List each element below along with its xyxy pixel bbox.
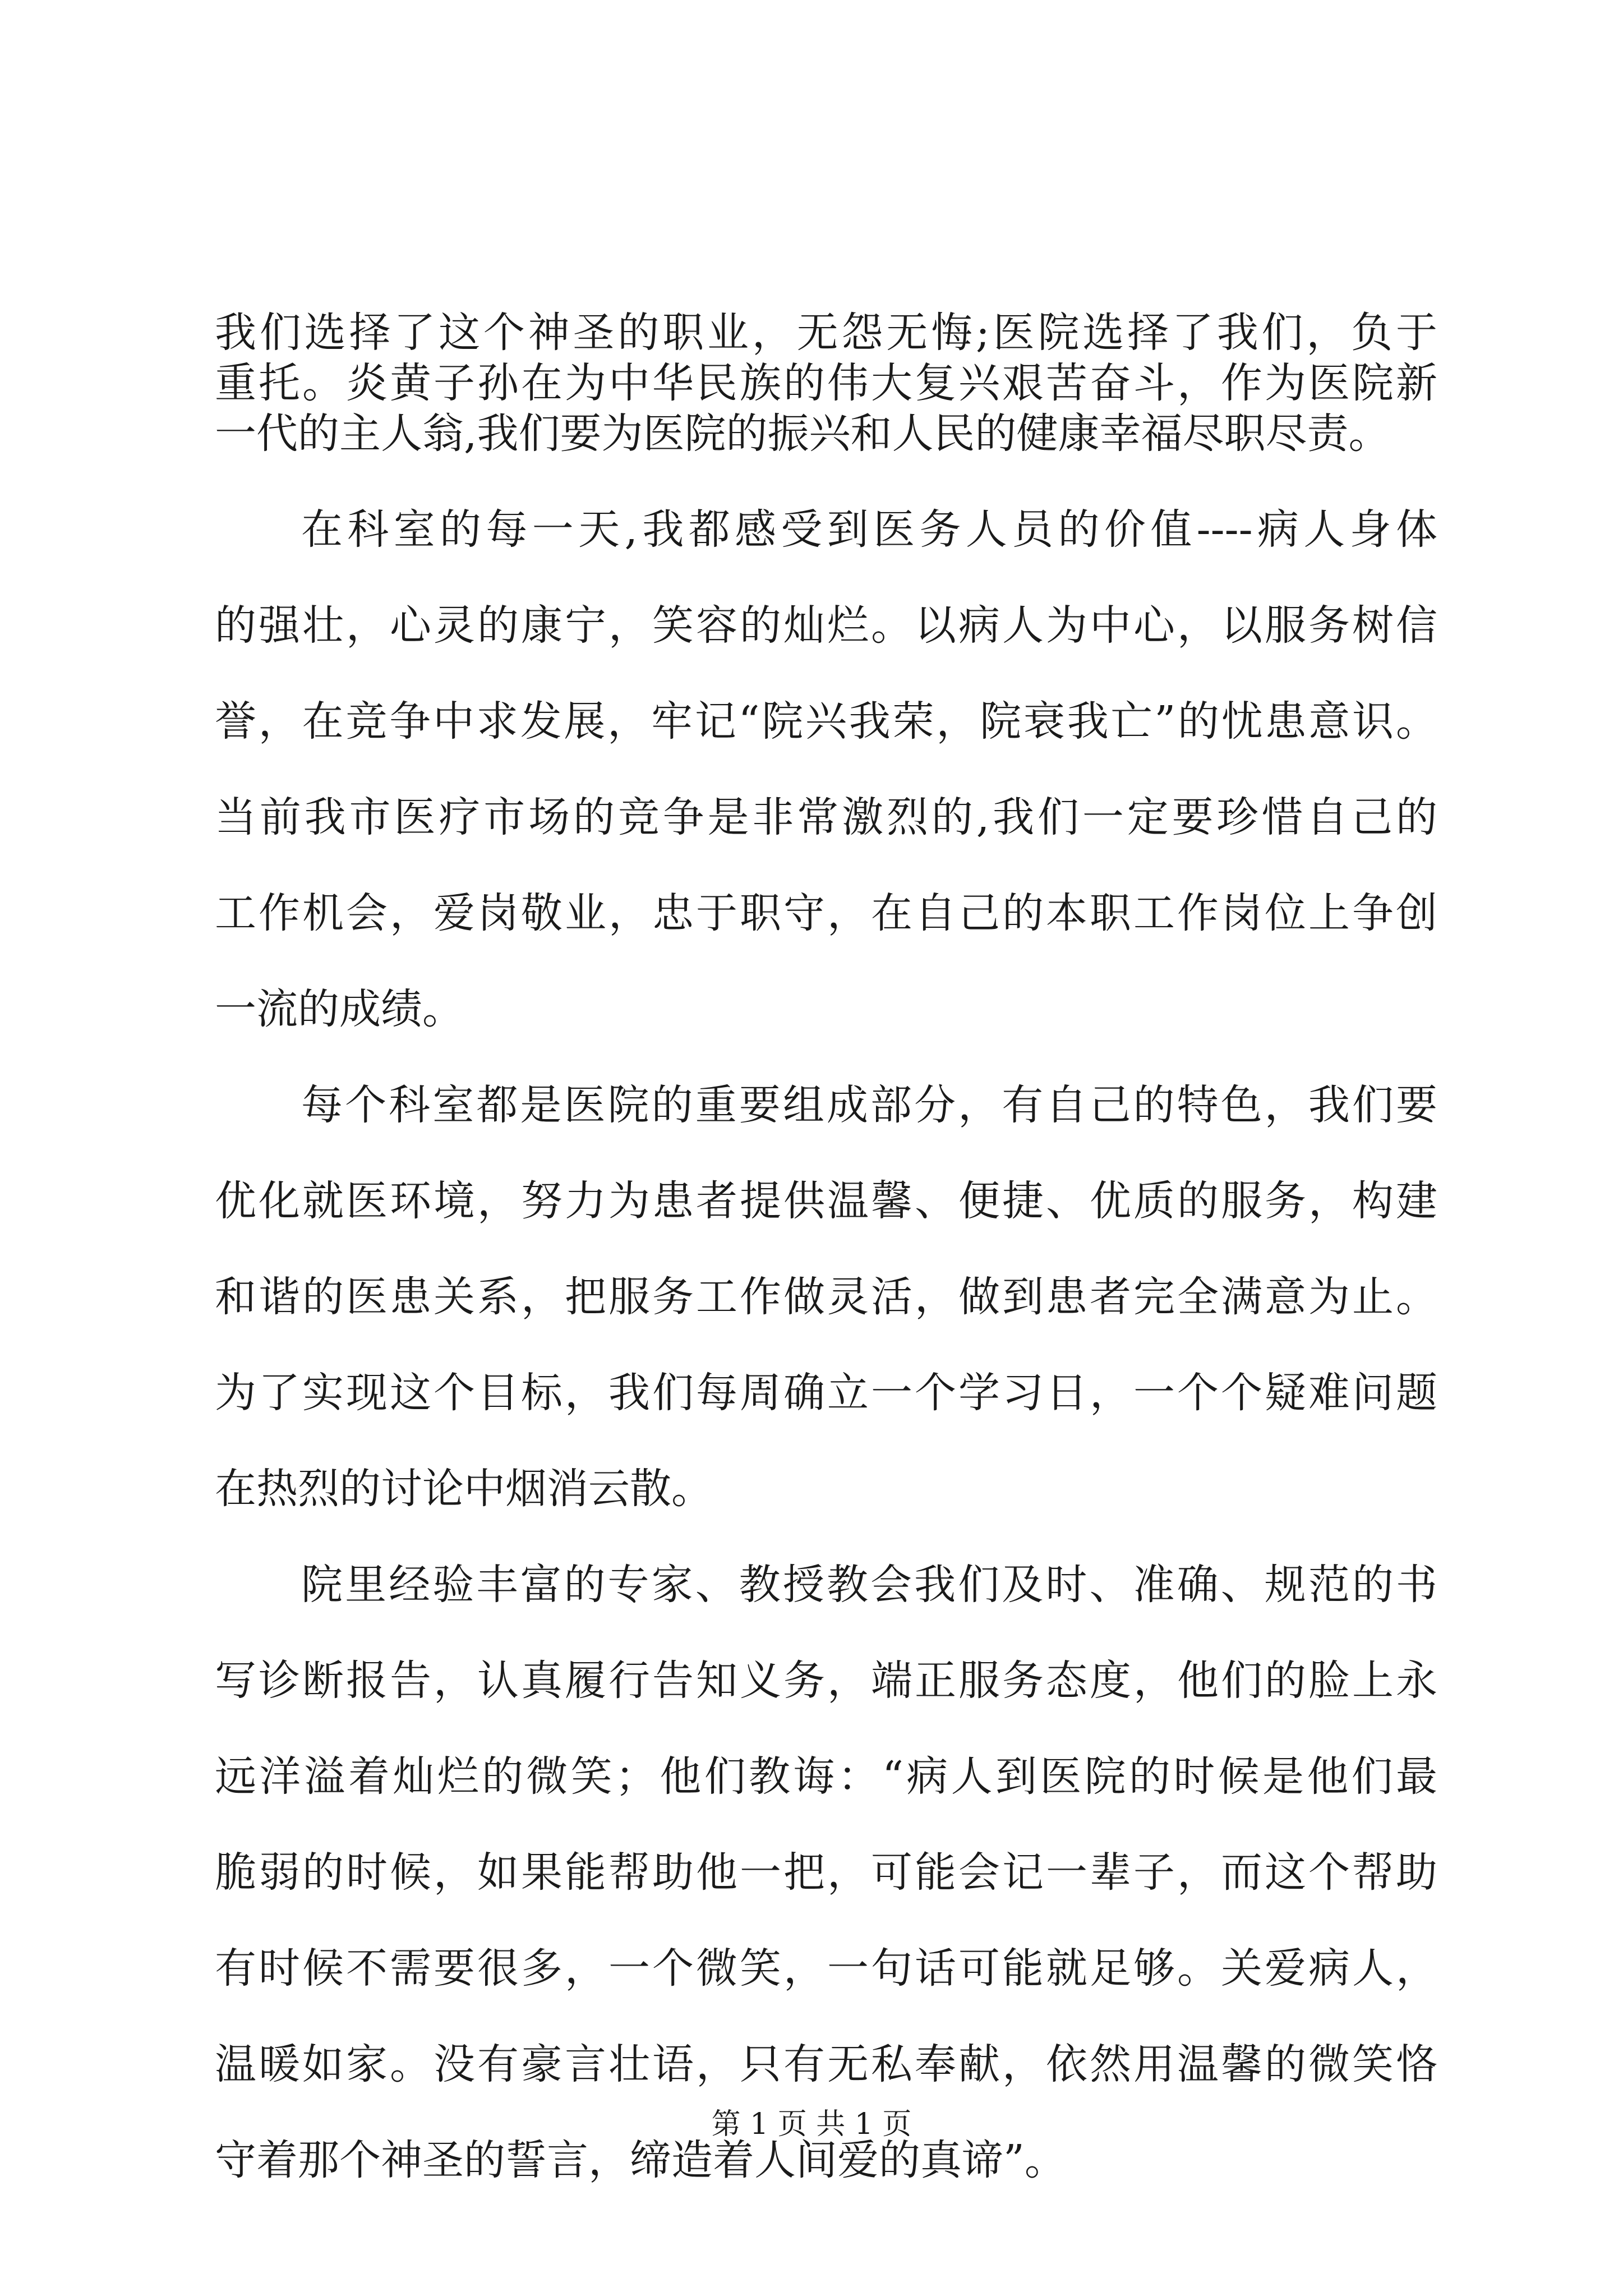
text-line: 一流的成绩。 <box>215 985 464 1033</box>
text-line: 为了实现这个目标，我们每周确立一个学习日，一个个疑难问题 <box>215 1369 1437 1417</box>
text-line: 远洋溢着灿烂的微笑；他们教诲：“病人到医院的时候是他们最 <box>215 1752 1437 1801</box>
text-line: 工作机会，爱岗敬业，忠于职守，在自己的本职工作岗位上争创 <box>215 889 1437 937</box>
text-line: 重托。炎黄子孙在为中华民族的伟大复兴艰苦奋斗，作为医院新 <box>215 359 1437 407</box>
text-line: 温暖如家。没有豪言壮语，只有无私奉献，依然用温馨的微笑恪 <box>215 2040 1437 2088</box>
text-line: 在热烈的讨论中烟消云散。 <box>215 1465 713 1513</box>
text-line: 的强壮，心灵的康宁，笑容的灿烂。以病人为中心，以服务树信 <box>215 601 1437 650</box>
text-line: 优化就医环境，努力为患者提供温馨、便捷、优质的服务，构建 <box>215 1177 1437 1225</box>
text-line: 一代的主人翁,我们要为医院的振兴和人民的健康幸福尽职尽责。 <box>215 409 1390 458</box>
paragraph-2 <box>215 504 1437 1034</box>
text-line: 和谐的医患关系，把服务工作做灵活，做到患者完全满意为止。 <box>215 1273 1437 1321</box>
paragraph-3 <box>215 1080 1437 1514</box>
text-line: 脆弱的时候，如果能帮助他一把，可能会记一辈子，而这个帮助 <box>215 1848 1437 1897</box>
text-line: 写诊断报告，认真履行告知义务，端正服务态度，他们的脸上永 <box>215 1657 1437 1705</box>
text-line: 院里经验丰富的专家、教授教会我们及时、准确、规范的书 <box>301 1561 1437 1609</box>
text-line: 有时候不需要很多，一个微笑，一句话可能就足够。关爱病人， <box>215 1944 1437 1993</box>
text-line: 每个科室都是医院的重要组成部分，有自己的特色，我们要 <box>301 1081 1437 1129</box>
paragraph-1 <box>215 307 1437 459</box>
document-body <box>215 307 1437 2185</box>
text-line: 守着那个神圣的誓言，缔造着人间爱的真谛”。 <box>215 2136 1066 2184</box>
page-number-footer: 第 1 页 共 1 页 <box>711 2108 912 2141</box>
text-line: 我们选择了这个神圣的职业，无怨无悔;医院选择了我们，负于 <box>215 309 1437 357</box>
paragraph-4 <box>215 1559 1437 2185</box>
text-line: 在科室的每一天,我都感受到医务人员的价值----病人身体 <box>301 505 1437 554</box>
text-line: 当前我市医疗市场的竞争是非常激烈的,我们一定要珍惜自己的 <box>215 793 1437 841</box>
text-line: 誉，在竞争中求发展，牢记“院兴我荣，院衰我亡”的忧患意识。 <box>215 697 1437 746</box>
